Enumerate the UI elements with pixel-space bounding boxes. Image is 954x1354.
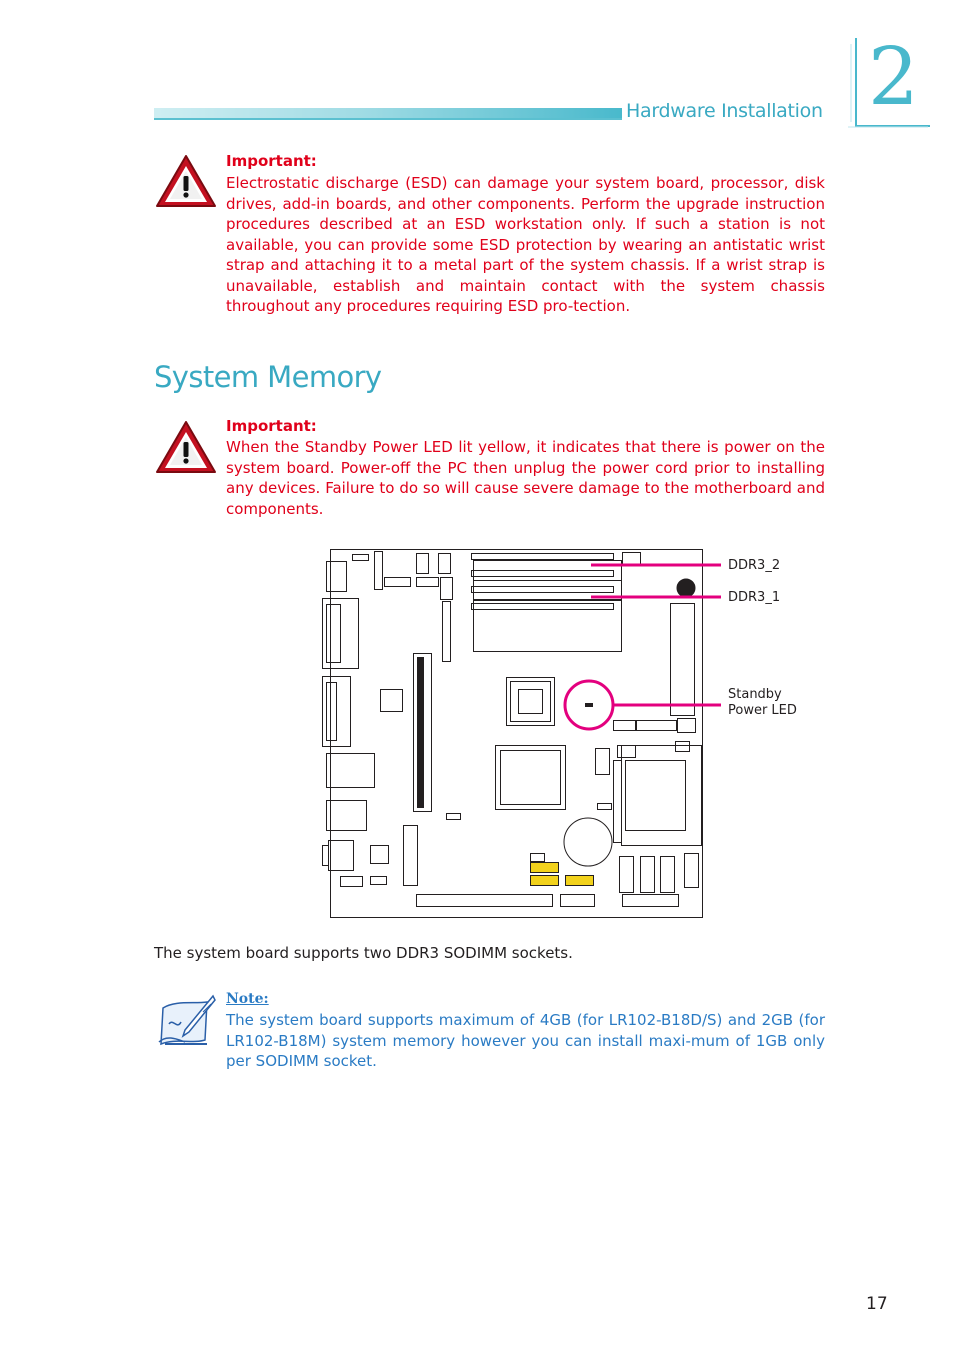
callout-ddr3-1: DDR3_1 xyxy=(728,590,781,605)
callout-standby-line1: Standby xyxy=(728,687,782,702)
important-power-text: When the Standby Power LED lit yellow, it indicates that there is power on the system board. Power-off the PC then unplug the power cord prior to installing any devices. Failure to do so will cause severe damage to the motherboard and components. xyxy=(226,438,825,518)
section-title: System Memory xyxy=(154,360,382,394)
warning-triangle-icon xyxy=(155,154,217,210)
callout-ddr3-2: DDR3_2 xyxy=(728,558,781,573)
callout-standby-line2: Power LED xyxy=(728,703,797,718)
note-title: Note: xyxy=(226,991,269,1007)
motherboard-diagram xyxy=(318,546,728,922)
chapter-number: 2 xyxy=(868,30,919,123)
important-esd-text: Electrostatic discharge (ESD) can damage your system board, processor, disk drives, add-in boards, and other components. Perform the upgrade instruction procedures described at an ESD workstation only. If such a station is not available, you can provide some ESD protection by wearing an antistatic wrist strap and attaching it to a metal part of the system chassis. If a wrist strap is unavailable, establish and maintain contact with the system chassis throughout any procedures requiring ESD pro-tection. xyxy=(226,174,825,315)
page-number: 17 xyxy=(866,1294,888,1314)
body-paragraph: The system board supports two DDR3 SODIMM sockets. xyxy=(154,944,573,962)
note-quill-icon xyxy=(155,994,217,1050)
important-esd-title: Important: xyxy=(226,152,317,170)
important-power-title: Important: xyxy=(226,417,317,435)
header-title: Hardware Installation xyxy=(626,100,823,122)
warning-triangle-icon xyxy=(155,420,217,476)
note-text: The system board supports maximum of 4GB (for LR102-B18D/S) and 2GB (for LR102-B18M) system memory however you can install maxi-mum of 1GB only per SODIMM socket. xyxy=(226,1011,825,1070)
header-rule xyxy=(154,118,622,120)
